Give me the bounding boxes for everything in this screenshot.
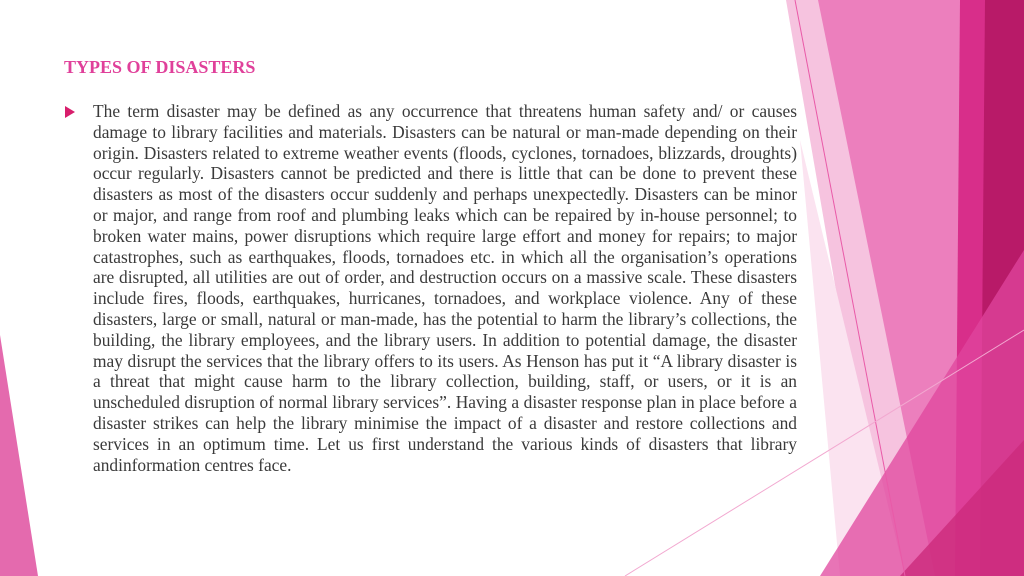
body-paragraph: The term disaster may be defined as any occurrence that threatens human safety and/ or causes damage to library facilities and materials. Disasters can be natural or man-made depending on their origin. Disasters related to extreme weather events (floods, cyclones, tornadoes, blizzards, droughts) occur regularly. Disasters cannot be predicted and there is little that can be done to prevent these disasters as most of the disasters occur suddenly and perhaps unexpectedly. Disasters can be minor or major, and range from roof and plumbing leaks which can be repaired by in-house personnel; to broken water mains, power disruptions which require large effort and money for repairs; to major catastrophes, such as earthquakes, floods, tornadoes etc. in which all the organisation’s operations are disrupted, all utilities are out of order, and destruction occurs on a massive scale. These disasters include fires, floods, earthquakes, hurricanes, tornadoes, and workplace violence. Any of these disasters, large or small, natural or man-made, has the potential to harm the library’s collections, the building, the library employees, and the library users. In addition to potential damage, the disaster may disrupt the services that the library offers to its users. As Henson has put it “A library disaster is a threat that might cause harm to the library collection, building, staff, or users, or it is an unscheduled disruption of normal library services”. Having a disaster response plan in place before a disaster strikes can help the library minimise the impact of a disaster and restore collections and services in an optimum time. Let us first understand the various kinds of disasters that library andinformation centres face. [93, 101, 797, 475]
triangle-bullet-icon [65, 106, 75, 118]
left-edge-shape [0, 335, 38, 576]
slide-title: TYPES OF DISASTERS [64, 57, 256, 77]
